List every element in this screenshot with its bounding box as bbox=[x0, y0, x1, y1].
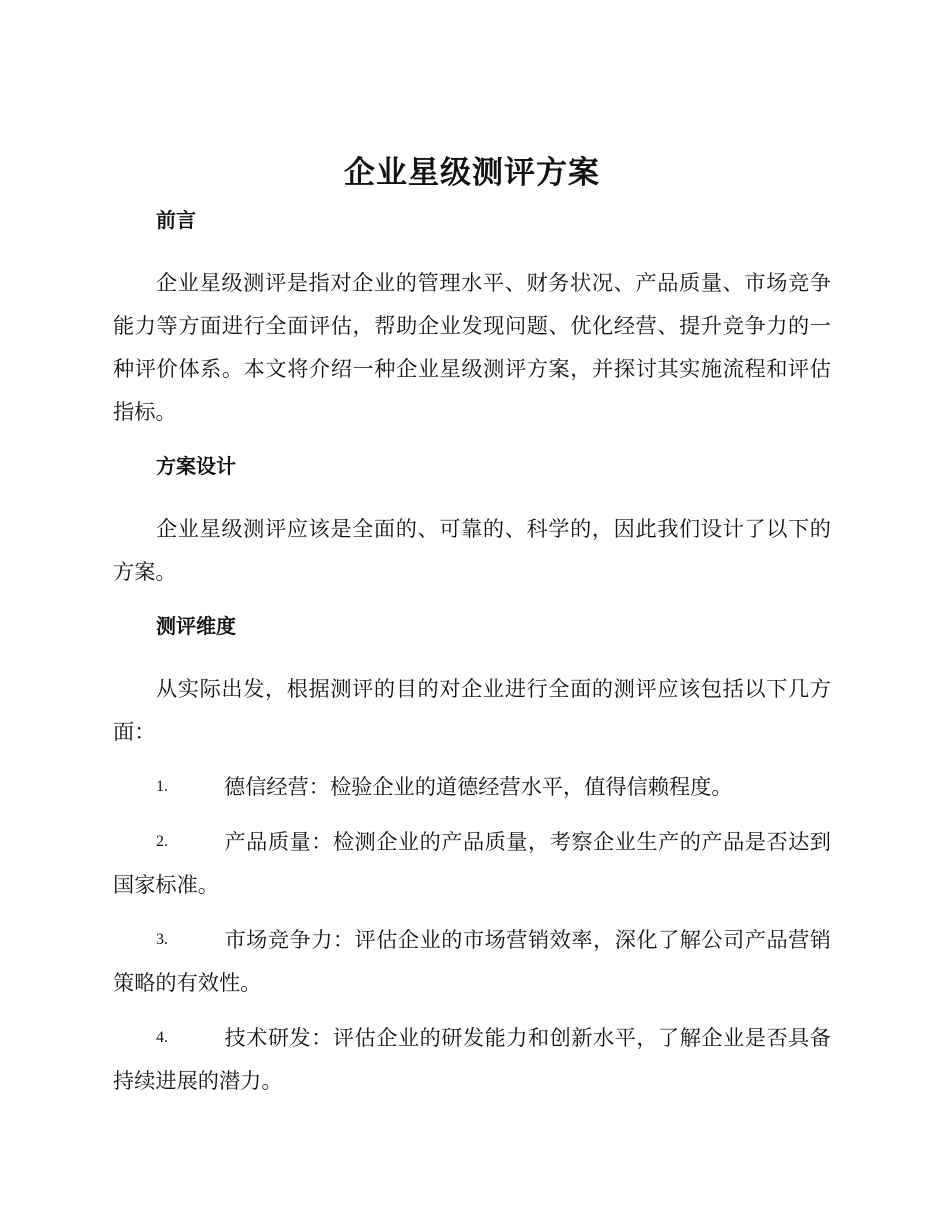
list-item bbox=[113, 765, 831, 808]
list-item bbox=[113, 1016, 831, 1102]
list-item bbox=[113, 820, 831, 906]
list-number: 4. bbox=[156, 1029, 168, 1046]
list-text: 市场竞争力：评估企业的市场营销效率，深化了解公司产品营销策略的有效性。 bbox=[113, 927, 831, 995]
list-number: 3. bbox=[156, 931, 168, 948]
section-heading-plan-design: 方案设计 bbox=[156, 454, 236, 478]
paragraph-plan-design: 企业星级测评应该是全面的、可靠的、科学的，因此我们设计了以下的方案。 bbox=[113, 516, 831, 584]
list-number: 1. bbox=[156, 778, 168, 795]
list-text: 德信经营：检验企业的道德经营水平，值得信赖程度。 bbox=[224, 774, 733, 799]
section-heading-dimensions: 测评维度 bbox=[156, 614, 236, 638]
document-body bbox=[113, 148, 831, 1102]
section-heading-preface: 前言 bbox=[156, 208, 196, 232]
list-text: 技术研发：评估企业的研发能力和创新水平，了解企业是否具备持续进展的潜力。 bbox=[113, 1025, 831, 1093]
paragraph-dimensions: 从实际出发，根据测评的目的对企业进行全面的测评应该包括以下几方面： bbox=[113, 676, 831, 744]
list-text: 产品质量：检测企业的产品质量，考察企业生产的产品是否达到国家标准。 bbox=[113, 829, 831, 897]
document-title: 企业星级测评方案 bbox=[344, 155, 600, 191]
list-item bbox=[113, 918, 831, 1004]
list-number: 2. bbox=[156, 833, 168, 850]
paragraph-preface: 企业星级测评是指对企业的管理水平、财务状况、产品质量、市场竞争能力等方面进行全面评估，帮助企业发现问题、优化经营、提升竞争力的一种评价体系。本文将介绍一种企业星级测评方案，并探讨其实施流程和评估指标。 bbox=[113, 270, 831, 424]
